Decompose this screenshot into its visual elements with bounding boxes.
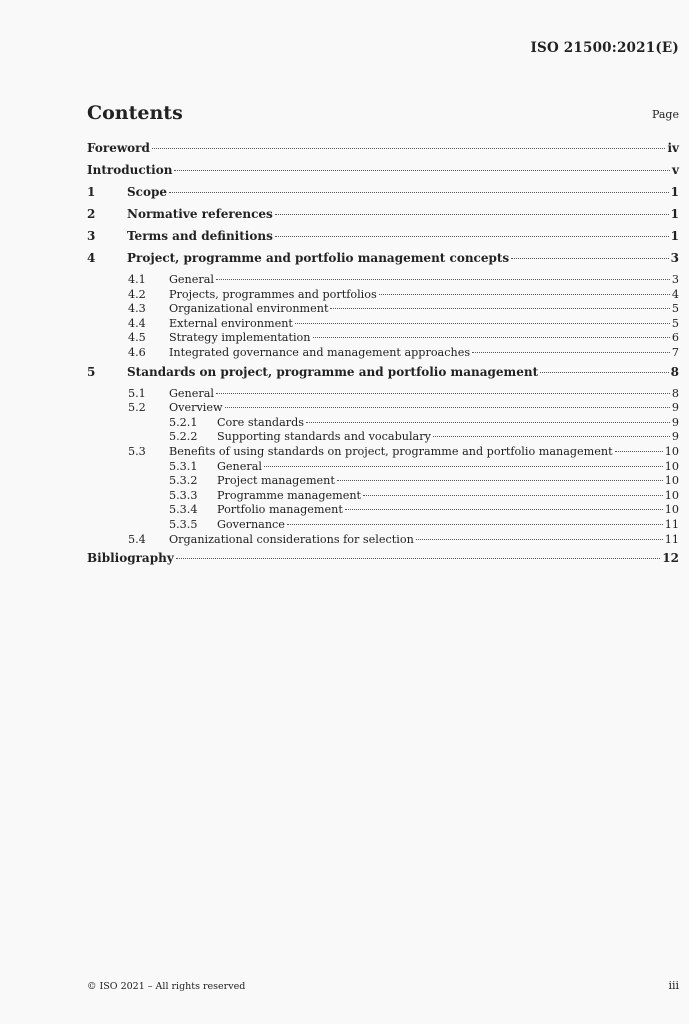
toc-entry[interactable] [87, 460, 679, 475]
document-id: ISO 21500:2021(E) [530, 40, 679, 56]
toc-entry[interactable] [87, 430, 679, 445]
dot-leader [345, 509, 663, 510]
page-number: iii [668, 979, 679, 992]
toc-entry-title: Normative references [127, 207, 273, 221]
toc-entry-title: Core standards [217, 415, 305, 429]
toc-entry[interactable] [87, 474, 679, 489]
toc-entry-number: 3 [87, 229, 96, 243]
toc-entry-number: 5.3.4 [169, 503, 198, 517]
toc-entry-number: 4.6 [128, 345, 146, 359]
dot-leader [330, 308, 669, 309]
dot-leader [295, 323, 670, 324]
toc-entry[interactable] [87, 141, 679, 163]
toc-entry-title: Supporting standards and vocabulary [217, 430, 431, 444]
toc-entry-title: General [169, 273, 214, 286]
toc-entry-page: 11 [664, 532, 679, 546]
toc-entry[interactable] [87, 365, 679, 387]
toc-entry-title: Terms and definitions [127, 229, 273, 243]
toc-entry[interactable] [87, 229, 679, 251]
table-of-contents [87, 141, 679, 573]
dot-leader [540, 372, 669, 373]
toc-entry-title: Standards on project, programme and portfolio management [127, 364, 539, 379]
toc-entry-number: 2 [87, 207, 96, 221]
toc-entry-page: 10 [664, 444, 679, 458]
toc-entry-page: 10 [664, 503, 679, 517]
toc-entry-page: 4 [671, 287, 679, 301]
toc-entry-number: 5.2.1 [169, 415, 198, 429]
toc-entry-page: 10 [664, 488, 679, 502]
toc-entry-title: Overview [169, 401, 223, 415]
toc-entry[interactable] [87, 185, 679, 207]
toc-entry-page: 7 [671, 345, 679, 359]
toc-entry-title: Foreword [87, 141, 150, 155]
toc-entry[interactable] [87, 445, 679, 460]
toc-entry[interactable] [87, 503, 679, 518]
toc-entry-title: Portfolio management [217, 503, 343, 517]
toc-entry[interactable] [87, 273, 679, 288]
dot-leader [275, 214, 669, 215]
toc-entry-title: Project management [217, 474, 335, 488]
dot-leader [169, 192, 669, 193]
toc-entry-number: 4.3 [128, 302, 146, 316]
toc-entry-title: Programme management [217, 488, 362, 502]
toc-entry[interactable] [87, 251, 679, 273]
toc-entry-page: 8 [671, 386, 679, 400]
dot-leader [416, 539, 663, 540]
toc-entry-page: 3 [670, 251, 679, 265]
toc-entry-number: 5.1 [128, 386, 146, 400]
toc-entry-title: Introduction [87, 163, 173, 177]
dot-leader [379, 294, 670, 295]
toc-entry-number: 5.3 [128, 444, 146, 458]
dot-leader [275, 236, 669, 237]
toc-entry[interactable] [87, 489, 679, 504]
toc-entry-page: 1 [670, 207, 679, 221]
dot-leader [511, 258, 668, 259]
dot-leader [313, 337, 670, 338]
toc-entry-page: 9 [671, 401, 679, 415]
toc-entry-title: Bibliography [87, 551, 174, 566]
toc-entry-title: General [169, 386, 214, 400]
toc-entry-title: Organizational considerations for selection [169, 532, 414, 546]
toc-entry-title: General [217, 459, 262, 473]
toc-entry[interactable] [87, 387, 679, 402]
dot-leader [363, 495, 663, 496]
toc-entry-title: Integrated governance and management approaches [169, 345, 471, 359]
toc-entry-number: 5.3.5 [169, 517, 198, 531]
dot-leader [615, 451, 663, 452]
toc-entry-title: External environment [169, 316, 293, 330]
dot-leader [306, 422, 670, 423]
toc-entry-page: 11 [664, 517, 679, 531]
toc-entry[interactable] [87, 551, 679, 573]
toc-entry[interactable] [87, 163, 679, 185]
toc-entry-page: 5 [671, 316, 679, 330]
toc-entry-number: 4.4 [128, 316, 146, 330]
toc-entry-number: 5 [87, 364, 96, 379]
dot-leader [472, 352, 670, 353]
toc-entry[interactable] [87, 288, 679, 303]
toc-entry[interactable] [87, 346, 679, 361]
toc-entry-page: 8 [670, 364, 679, 379]
toc-entry-number: 4 [87, 251, 96, 265]
dot-leader [225, 407, 670, 408]
toc-entry[interactable] [87, 317, 679, 332]
toc-entry-number: 5.2.2 [169, 430, 198, 444]
dot-leader [287, 524, 663, 525]
toc-entry-page: iv [667, 141, 679, 155]
dot-leader [433, 436, 670, 437]
toc-entry-number: 5.4 [128, 532, 146, 546]
toc-entry[interactable] [87, 302, 679, 317]
toc-entry[interactable] [87, 331, 679, 346]
toc-entry-number: 5.3.2 [169, 474, 198, 488]
toc-entry-page: 12 [662, 551, 679, 566]
contents-heading: Contents [87, 102, 183, 124]
toc-entry-page: 10 [664, 474, 679, 488]
toc-entry[interactable] [87, 518, 679, 533]
toc-entry-page: 9 [671, 430, 679, 444]
toc-entry-number: 5.3.3 [169, 488, 198, 502]
toc-entry[interactable] [87, 401, 679, 416]
dot-leader [216, 393, 670, 394]
toc-entry-number: 4.1 [128, 273, 146, 286]
toc-entry-number: 4.5 [128, 331, 146, 345]
toc-entry[interactable] [87, 533, 679, 548]
dot-leader [176, 558, 661, 559]
toc-entry-number: 5.3.1 [169, 459, 198, 473]
toc-entry-page: v [672, 163, 679, 177]
toc-entry-page: 3 [671, 273, 679, 286]
dot-leader [264, 466, 663, 467]
toc-entry-page: 1 [670, 229, 679, 243]
page-column-label: Page [651, 108, 679, 121]
toc-entry-page: 1 [670, 185, 679, 199]
toc-entry-title: Scope [127, 185, 168, 199]
dot-leader [174, 170, 670, 171]
toc-entry-page: 5 [671, 302, 679, 316]
toc-entry-title: Benefits of using standards on project, programme and portfolio management [169, 444, 613, 458]
dot-leader [337, 480, 663, 481]
toc-entry-page: 9 [671, 415, 679, 429]
toc-entry-number: 5.2 [128, 401, 146, 415]
toc-entry-title: Governance [217, 517, 285, 531]
toc-entry-title: Organizational environment [169, 302, 329, 316]
toc-entry[interactable] [87, 207, 679, 229]
toc-entry[interactable] [87, 416, 679, 431]
toc-entry-page: 6 [671, 331, 679, 345]
dot-leader [152, 148, 666, 149]
toc-entry-title: Strategy implementation [169, 331, 311, 345]
copyright-notice: © ISO 2021 – All rights reserved [87, 981, 246, 992]
toc-entry-number: 1 [87, 185, 96, 199]
toc-entry-page: 10 [664, 459, 679, 473]
toc-entry-title: Project, programme and portfolio management concepts [127, 251, 510, 265]
toc-entry-title: Projects, programmes and portfolios [169, 287, 377, 301]
toc-entry-number: 4.2 [128, 287, 146, 301]
dot-leader [216, 279, 670, 280]
